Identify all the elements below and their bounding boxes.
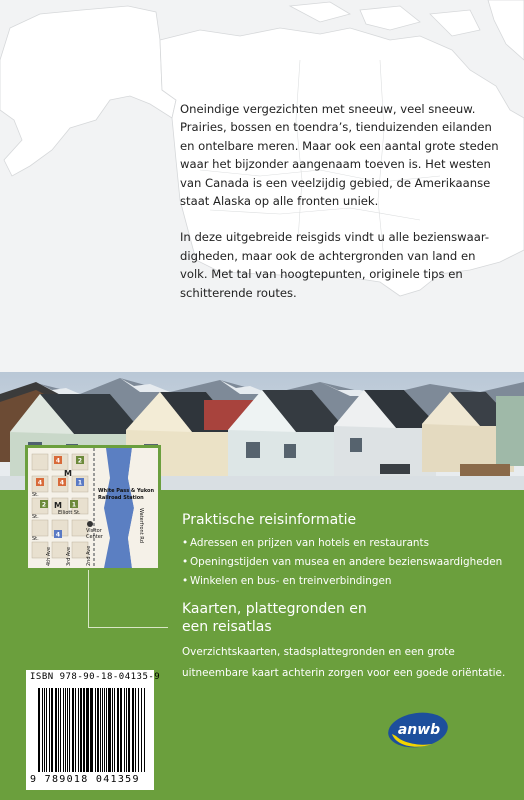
ean-number: 9 789018 041359	[30, 774, 140, 785]
intro-section	[0, 0, 524, 372]
avenue-label: 4th Ave	[46, 546, 52, 566]
barcode-icon	[36, 688, 150, 774]
list-item	[182, 534, 512, 553]
maps-description	[182, 642, 512, 684]
section-title-practical-info: Praktische reisinformatie	[182, 512, 357, 528]
isbn-label: ISBN 978-90-18-04135-9	[30, 672, 161, 682]
text-line: schitterende routes.	[180, 285, 297, 300]
text-line: volk. Met tal van hoogtepunten, originele tips en	[180, 267, 463, 282]
section-title-maps: Kaarten, plattegronden en	[182, 601, 367, 617]
museum-marker: M	[64, 469, 72, 478]
road-label: Waterfront Rd	[138, 508, 144, 543]
station-label: White Pass & Yukon	[98, 488, 155, 494]
map-marker: 2	[77, 457, 83, 465]
station-label: Railroad Station	[98, 495, 144, 501]
text-line: en ontelbare meren. Maar ook een aantal grote steden	[180, 138, 499, 153]
description-paragraph-1	[180, 100, 510, 210]
anwb-logo-icon	[386, 710, 450, 750]
text-line: In deze uitgebreide reisgids vindt u alle bezienswaar-	[180, 230, 490, 245]
divider	[88, 627, 168, 628]
map-marker: 4	[55, 457, 61, 465]
description-paragraph-2	[180, 228, 510, 302]
street-label: Elliott St.	[58, 510, 81, 516]
visitor-center-label: Center	[86, 534, 103, 540]
text-line: Prairies, bossen en toendra’s, tienduizenden eilanden	[180, 120, 492, 135]
list-item-text: Winkelen en bus- en treinverbindingen	[190, 575, 392, 587]
street-label: St.	[32, 536, 39, 542]
text-line: van Canada is een veelzijdig gebied, de Amerikaanse	[180, 175, 491, 190]
map-marker: 4	[59, 479, 65, 487]
logo-text: anwb	[397, 722, 441, 738]
avenue-label: 2nd Ave	[86, 545, 92, 566]
street-label: St.	[32, 492, 39, 498]
bullet-icon: •	[182, 556, 189, 568]
text-line: staat Alaska op alle fronten uniek.	[180, 194, 379, 209]
city-map-inset	[28, 448, 158, 568]
list-item	[182, 553, 512, 572]
museum-marker: M	[54, 501, 62, 510]
text-line: waar het bijzonder aangenaam toeven is. Het westen	[180, 157, 491, 172]
text-line: digheden, maar ook de achtergronden van land en	[180, 248, 476, 263]
bullet-icon: •	[182, 537, 189, 549]
visitor-center-label: Visitor	[86, 528, 102, 534]
map-marker: 2	[41, 501, 47, 509]
avenue-label: 3rd Ave	[66, 546, 72, 566]
bullet-icon: •	[182, 575, 189, 587]
text-line: Oneindige vergezichten met sneeuw, veel sneeuw.	[180, 102, 476, 116]
description-text	[180, 100, 510, 320]
street-label: St.	[32, 514, 39, 520]
map-marker: 4	[37, 479, 43, 487]
list-item-text: Openingstijden van musea en andere bezienswaardigheden	[190, 556, 503, 568]
text-line: uitneembare kaart achterin zorgen voor een goede oriëntatie.	[182, 667, 506, 679]
practical-info-list	[182, 534, 512, 591]
map-marker: 4	[55, 531, 61, 539]
map-marker: 1	[71, 501, 77, 509]
list-item	[182, 572, 512, 591]
map-marker: 1	[77, 479, 83, 487]
list-item-text: Adressen en prijzen van hotels en restaurants	[190, 537, 430, 549]
section-title-maps-line2: een reisatlas	[182, 619, 272, 635]
text-line: Overzichtskaarten, stadsplattegronden en een grote	[182, 646, 455, 658]
divider	[88, 570, 89, 628]
